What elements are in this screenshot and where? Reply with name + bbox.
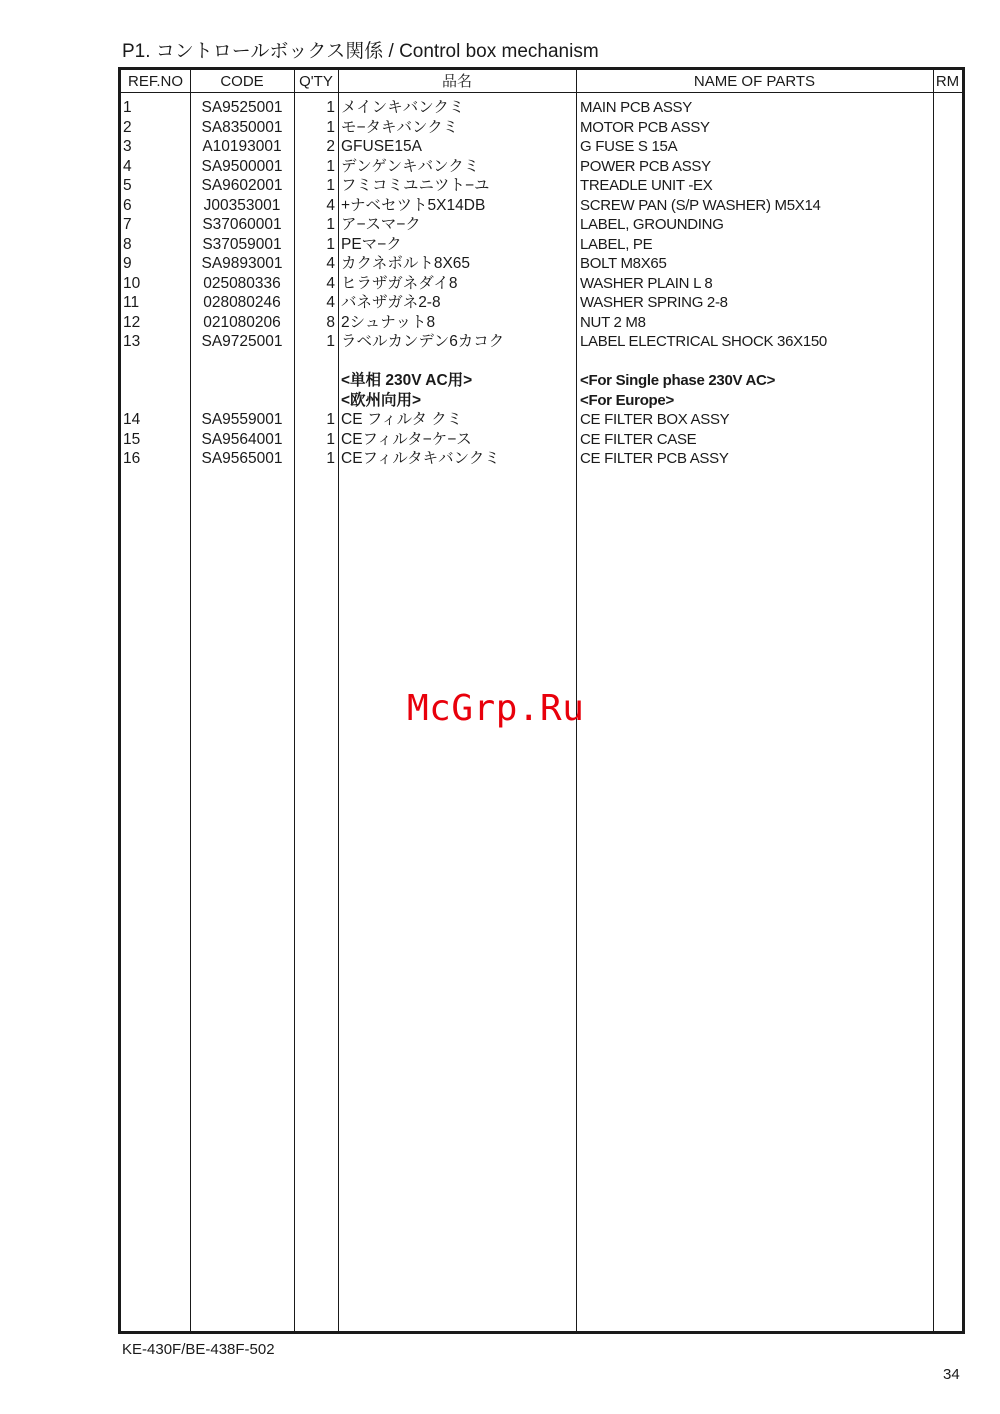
cell-japanese-name: <単相 230V AC用> (341, 372, 473, 389)
cell-ref-no: 16 (123, 450, 141, 467)
cell-ref-no: 15 (123, 430, 141, 448)
cell-ref-no: 6 (123, 196, 132, 214)
cell-qty: 1 (326, 118, 335, 136)
cell-japanese-name: +ナベセツト5X14DB (341, 196, 486, 214)
header-qty: Q'TY (299, 73, 333, 90)
cell-japanese-name: 2シュナット8 (341, 313, 436, 331)
cell-qty (297, 371, 335, 391)
table-row (121, 332, 962, 352)
table-body (121, 98, 962, 469)
table-row (121, 449, 962, 469)
cell-japanese-name: CEフィルタキバンクミ (341, 450, 500, 467)
cell-part-name: MAIN PCB ASSY (580, 99, 692, 116)
cell-qty: 4 (326, 255, 335, 272)
cell-ref-no: 11 (123, 294, 140, 311)
table-row (121, 410, 962, 430)
cell-japanese-name: モ−タキバンクミ (341, 118, 459, 136)
header-name-of-parts: NAME OF PARTS (693, 73, 816, 90)
cell-japanese-name: CEフィルタ−ケ−ス (341, 430, 472, 448)
cell-qty: 1 (326, 157, 335, 175)
cell-code: SA9559001 (201, 411, 283, 428)
cell-qty: 8 (326, 313, 335, 331)
footer-model-number: KE-430F/BE-438F-502 (122, 1341, 275, 1358)
table-row (121, 313, 962, 333)
table-row (121, 157, 962, 177)
cell-qty: 4 (326, 274, 335, 292)
table-row (121, 98, 962, 118)
cell-code: SA8350001 (201, 118, 283, 136)
cell-qty: 1 (326, 216, 335, 233)
cell-code: SA9725001 (201, 333, 283, 350)
cell-ref-no: 12 (123, 313, 141, 331)
header-ref-no: REF.NO (127, 73, 183, 90)
cell-qty: 1 (326, 235, 335, 253)
cell-code: SA9893001 (201, 255, 283, 272)
cell-part-name: BOLT M8X65 (580, 255, 667, 272)
cell-ref-no: 1 (123, 99, 132, 116)
table-row (121, 137, 962, 157)
cell-code: SA9565001 (201, 450, 283, 467)
header-divider (121, 92, 962, 93)
table-row (121, 235, 962, 255)
cell-ref-no: 13 (123, 333, 141, 350)
cell-japanese-name: ヒラザガネダイ8 (341, 274, 458, 292)
cell-ref-no: 14 (123, 411, 141, 428)
cell-japanese-name: <欧州向用> (341, 391, 422, 409)
cell-part-name: MOTOR PCB ASSY (580, 118, 710, 136)
cell-part-name: CE FILTER BOX ASSY (580, 411, 730, 428)
cell-japanese-name: CE フィルタ クミ (341, 411, 463, 428)
cell-qty: 1 (326, 177, 335, 194)
cell-part-name: CE FILTER PCB ASSY (580, 450, 729, 467)
cell-part-name (580, 352, 932, 372)
section-heading-row (121, 391, 962, 411)
cell-ref-no (123, 371, 189, 391)
cell-code (191, 352, 293, 372)
cell-code: 028080246 (203, 294, 281, 311)
cell-qty: 4 (326, 294, 335, 311)
cell-ref-no: 3 (123, 138, 132, 155)
cell-japanese-name: ア−スマ−ク (341, 216, 421, 233)
table-row (121, 176, 962, 196)
cell-code: A10193001 (202, 138, 282, 155)
cell-ref-no: 10 (123, 274, 141, 292)
cell-code: SA9564001 (201, 430, 283, 448)
table-row (121, 215, 962, 235)
cell-japanese-name (341, 352, 575, 372)
header-japanese-name: 品名 (441, 73, 472, 90)
cell-part-name: TREADLE UNIT -EX (580, 177, 713, 194)
table-row (121, 274, 962, 294)
watermark-text: McGrp.Ru (407, 688, 585, 729)
table-row (121, 254, 962, 274)
cell-japanese-name: PEマ−ク (341, 235, 402, 253)
cell-code (191, 371, 293, 391)
cell-qty: 2 (326, 138, 335, 155)
cell-qty: 1 (326, 450, 335, 467)
cell-code: SA9525001 (201, 99, 283, 116)
cell-part-name: <For Europe> (580, 391, 674, 409)
table-row (121, 196, 962, 216)
cell-qty: 4 (326, 196, 335, 214)
cell-part-name: WASHER SPRING 2-8 (580, 294, 728, 311)
cell-code: S37060001 (202, 216, 282, 233)
cell-ref-no: 7 (123, 216, 132, 233)
table-row (121, 352, 962, 372)
page-number: 34 (943, 1366, 960, 1383)
table-row (121, 430, 962, 450)
cell-ref-no (123, 391, 189, 411)
cell-code: J00353001 (203, 196, 281, 214)
cell-ref-no: 5 (123, 177, 132, 194)
cell-japanese-name: カクネボルト8X65 (341, 255, 471, 272)
cell-qty: 1 (326, 333, 335, 350)
cell-japanese-name: バネザガネ2-8 (341, 294, 441, 311)
cell-japanese-name: デンゲンキバンクミ (341, 157, 480, 175)
cell-ref-no (123, 352, 189, 372)
header-code: CODE (220, 73, 264, 90)
cell-ref-no: 9 (123, 255, 132, 272)
cell-part-name: LABEL ELECTRICAL SHOCK 36X150 (580, 333, 827, 350)
table-row (121, 118, 962, 138)
section-heading-row (121, 371, 962, 391)
cell-code: 025080336 (203, 274, 281, 292)
cell-part-name: NUT 2 M8 (580, 313, 646, 331)
cell-part-name: WASHER PLAIN L 8 (580, 274, 713, 292)
cell-ref-no: 2 (123, 118, 132, 136)
page-title: P1. コントロールボックス関係 / Control box mechanism (122, 41, 599, 62)
cell-qty (297, 352, 335, 372)
cell-qty: 1 (326, 430, 335, 448)
cell-code: SA9500001 (201, 157, 283, 175)
cell-code: S37059001 (202, 235, 282, 253)
cell-ref-no: 4 (123, 157, 132, 175)
cell-part-name: CE FILTER CASE (580, 430, 697, 448)
cell-code (191, 391, 293, 411)
cell-japanese-name: ラベルカンデン6カコク (341, 333, 505, 350)
cell-japanese-name: メインキバンクミ (341, 99, 465, 116)
cell-part-name: SCREW PAN (S/P WASHER) M5X14 (580, 196, 821, 214)
cell-part-name: LABEL, GROUNDING (580, 216, 724, 233)
table-row (121, 293, 962, 313)
cell-japanese-name: フミコミユニツト−ユ (341, 177, 490, 194)
header-rm: RM (935, 73, 960, 90)
cell-part-name: POWER PCB ASSY (580, 157, 711, 175)
cell-code: 021080206 (203, 313, 281, 331)
cell-part-name: LABEL, PE (580, 235, 653, 253)
cell-part-name: G FUSE S 15A (580, 138, 678, 155)
cell-qty (297, 391, 335, 411)
cell-ref-no: 8 (123, 235, 132, 253)
cell-japanese-name: GFUSE15A (341, 138, 422, 155)
cell-qty: 1 (326, 411, 335, 428)
cell-code: SA9602001 (201, 177, 283, 194)
cell-qty: 1 (326, 99, 335, 116)
cell-part-name: <For Single phase 230V AC> (580, 372, 776, 389)
